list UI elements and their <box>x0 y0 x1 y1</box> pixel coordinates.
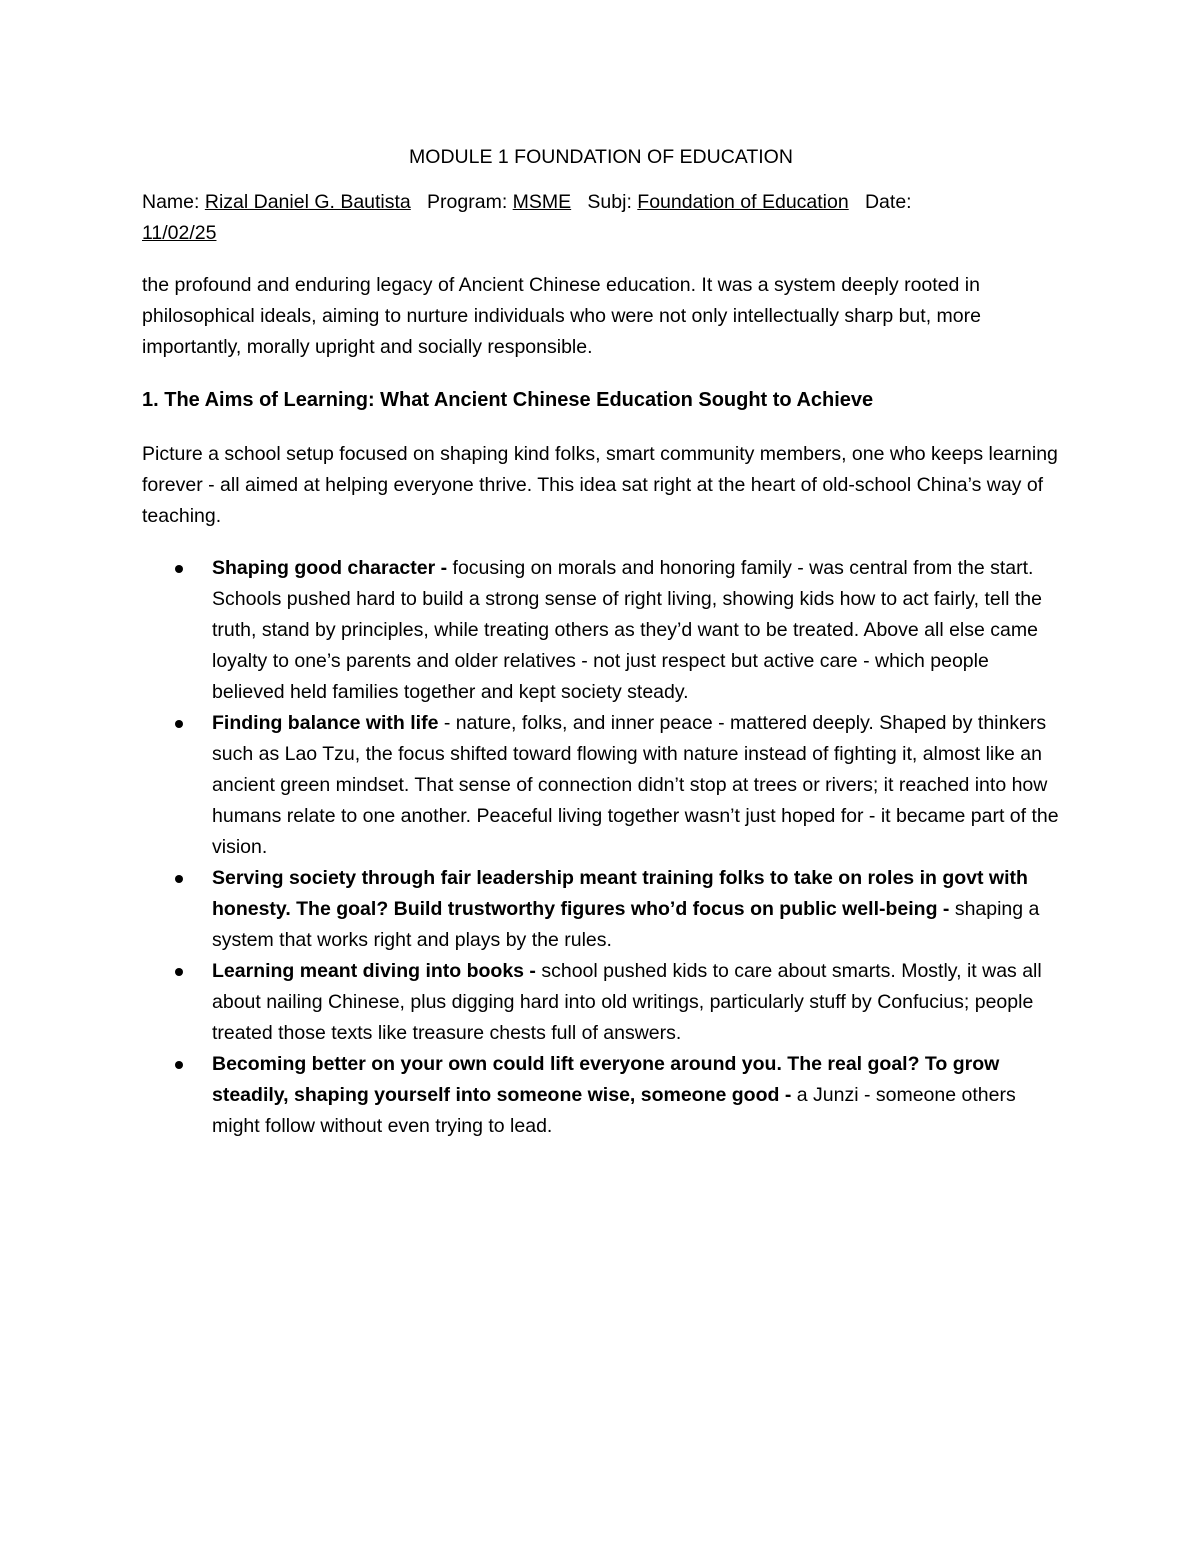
bullet-icon <box>175 565 183 573</box>
date-label: Date: <box>864 191 912 213</box>
subject-value: Foundation of Education <box>637 191 849 213</box>
section-paragraph: Picture a school setup focused on shaping kind folks, smart community members, one who keeps learning forever - all aimed at helping everyone thrive. This idea sat right at the heart of old-school China’s way of teaching. <box>142 443 1058 527</box>
program-label: Program: <box>427 191 513 213</box>
bullet-icon <box>175 1061 183 1069</box>
bullet-text: - nature, folks, and inner peace - mattered deeply. Shaped by thinkers such as Lao Tzu, the focus shifted toward flowing with nature instead of fighting it, almost like an ancient green mindset. That sense of connection didn’t stop at trees or rivers; it reached into how humans relate to one another. Peaceful living together wasn’t just hoped for - it became part of the vision. <box>212 712 1059 858</box>
bullet-bold-text: Finding balance with life <box>212 712 439 734</box>
aims-bullet-list <box>142 553 1060 1142</box>
document-title: MODULE 1 FOUNDATION OF EDUCATION <box>409 146 793 168</box>
name-label: Name: <box>142 191 205 213</box>
list-item <box>142 553 1060 708</box>
date-value: 11/02/25 <box>142 222 217 244</box>
bullet-text: a Junzi - someone others might follow without even trying to lead. <box>212 1084 1016 1137</box>
bullet-bold-text: Serving society through fair leadership meant training folks to take on roles in govt with honesty. The goal? Build trustworthy figures who’d focus on public well-being - <box>212 867 1028 920</box>
list-item <box>142 863 1060 956</box>
list-item <box>142 1049 1060 1142</box>
document-body <box>142 142 1060 1142</box>
bullet-icon <box>175 968 183 976</box>
bullet-text: focusing on morals and honoring family - was central from the start. Schools pushed hard to build a strong sense of right living, showing kids how to act fairly, tell the truth, stand by principles, while treating others as they’d want to be treated. Above all else came loyalty to one’s parents and older relatives - not just respect but active care - which people believed held families together and kept society steady. <box>212 557 1042 703</box>
bullet-text: shaping a system that works right and plays by the rules. <box>212 898 1040 951</box>
bullet-bold-text: Learning meant diving into books - <box>212 960 542 982</box>
intro-paragraph: the profound and enduring legacy of Ancient Chinese education. It was a system deeply rooted in philosophical ideals, aiming to nurture individuals who were not only intellectually sharp but, more importantly, morally upright and socially responsible. <box>142 274 981 358</box>
list-item <box>142 708 1060 863</box>
name-value: Rizal Daniel G. Bautista <box>204 191 411 213</box>
bullet-bold-text: Becoming better on your own could lift everyone around you. The real goal? To grow steadily, shaping yourself into someone wise, someone good - <box>212 1053 1000 1106</box>
program-value: MSME <box>512 191 572 213</box>
bullet-icon <box>175 875 183 883</box>
student-info-line <box>142 187 1060 249</box>
list-item <box>142 956 1060 1049</box>
bullet-icon <box>175 720 183 728</box>
bullet-text: school pushed kids to care about smarts. Mostly, it was all about nailing Chinese, plus digging hard into old writings, particularly stuff by Confucius; people treated those texts like treasure chests full of answers. <box>212 960 1042 1044</box>
bullet-bold-text: Shaping good character - <box>212 557 453 579</box>
subject-label: Subj: <box>587 191 638 213</box>
section-heading: 1. The Aims of Learning: What Ancient Chinese Education Sought to Achieve <box>142 389 874 411</box>
